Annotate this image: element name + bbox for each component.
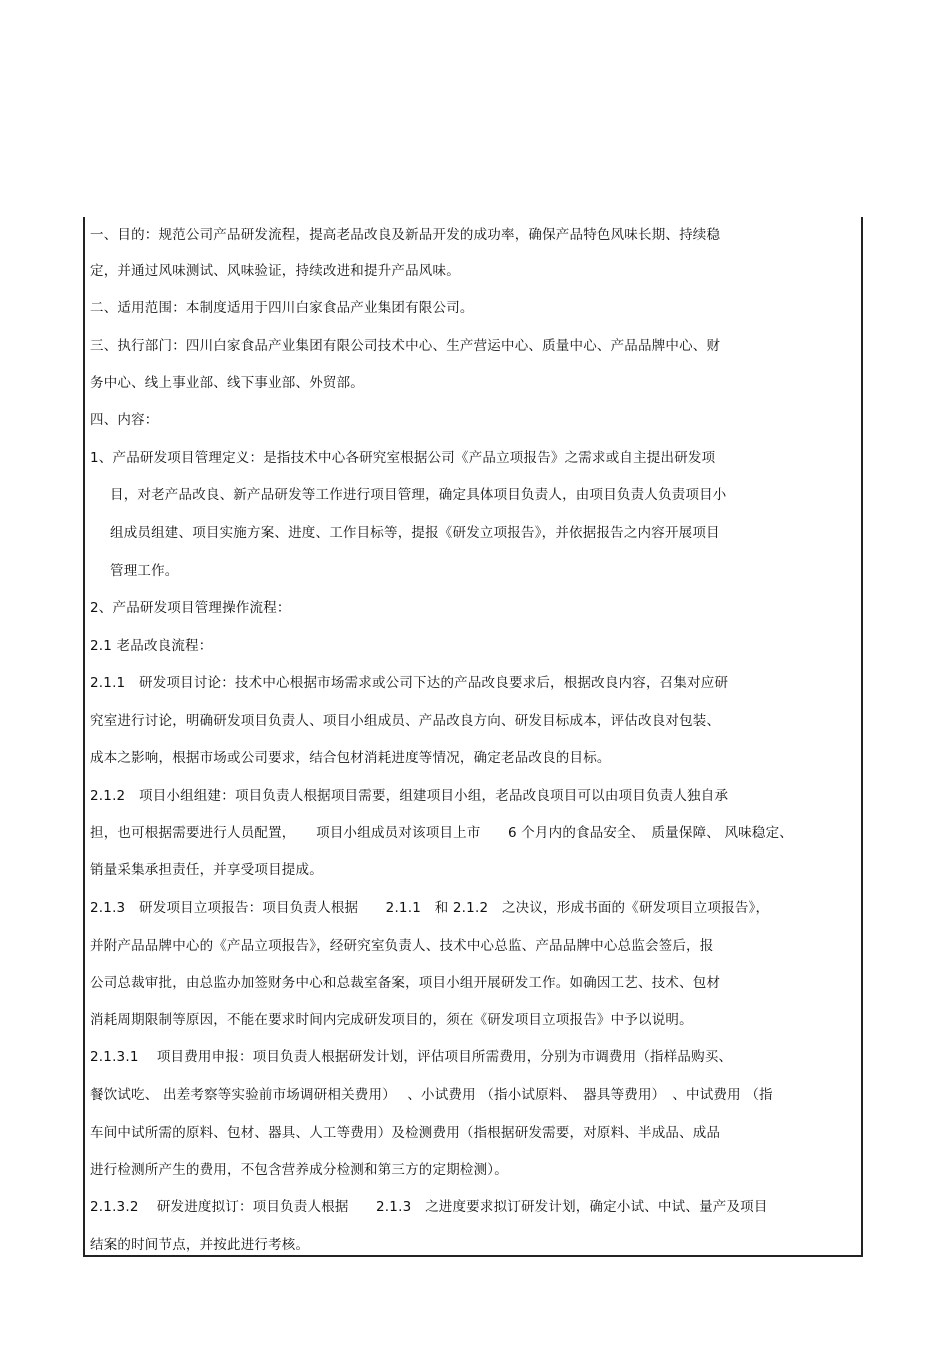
text-line: 2.1.2 项目小组组建：项目负责人根据项目需要，组建项目小组，老品改良项目可以由项目负责人独自承 — [90, 788, 729, 804]
text-line: 管理工作。 — [110, 563, 179, 579]
text-line: 2.1.3.2 研发进度拟订：项目负责人根据 2.1.3 之进度要求拟订研发计划，确定小试、中试、量产及项目 — [90, 1199, 768, 1215]
text-line: 务中心、线上事业部、线下事业部、外贸部。 — [90, 375, 364, 391]
text-line: 三、执行部门：四川白家食品产业集团有限公司技术中心、生产营运中心、质量中心、产品品牌中心、财 — [90, 338, 721, 354]
text-line: 车间中试所需的原料、包材、器具、人工等费用）及检测费用（指根据研发需要，对原料、半成品、成品 — [90, 1125, 721, 1141]
text-line: 四、内容： — [90, 412, 159, 428]
text-line: 2.1.1 研发项目讨论：技术中心根据市场需求或公司下达的产品改良要求后，根据改良内容，召集对应研 — [90, 675, 729, 691]
text-line: 一、目的：规范公司产品研发流程，提高老品改良及新品开发的成功率，确保产品特色风味长期、持续稳 — [90, 227, 721, 243]
text-line: 成本之影响，根据市场或公司要求，结合包材消耗进度等情况，确定老品改良的目标。 — [90, 750, 611, 766]
text-line: 究室进行讨论，明确研发项目负责人、项目小组成员、产品改良方向、研发目标成本，评估改良对包装、 — [90, 713, 721, 729]
text-line: 担，也可根据需要进行人员配置， 项目小组成员对该项目上市 6 个月内的食品安全、 质量保障、 风味稳定、 — [90, 825, 793, 841]
text-line: 2、产品研发项目管理操作流程： — [90, 600, 291, 616]
text-line: 进行检测所产生的费用，不包含营养成分检测和第三方的定期检测）。 — [90, 1162, 508, 1178]
text-line: 目，对老产品改良、新产品研发等工作进行项目管理，确定具体项目负责人，由项目负责人负责项目小 — [110, 487, 727, 503]
text-line: 1、产品研发项目管理定义：是指技术中心各研究室根据公司《产品立项报告》之需求或自主提出研发项 — [90, 450, 716, 466]
text-line: 二、适用范围：本制度适用于四川白家食品产业集团有限公司。 — [90, 300, 474, 316]
text-line: 定，并通过风味测试、风味验证，持续改进和提升产品风味。 — [90, 263, 460, 279]
text-line: 餐饮试吃、 出差考察等实验前市场调研相关费用） 、小试费用 （指小试原料、 器具等费用） 、中试费用 （指 — [90, 1087, 773, 1103]
text-line: 2.1 老品改良流程： — [90, 638, 213, 654]
text-line: 组成员组建、项目实施方案、进度、工作目标等，提报《研发立项报告》，并依据报告之内容开展项目 — [110, 525, 720, 541]
text-line: 2.1.3.1 项目费用申报：项目负责人根据研发计划，评估项目所需费用，分别为市调费用（指样品购买、 — [90, 1049, 733, 1065]
text-line: 消耗周期限制等原因，不能在要求时间内完成研发项目的，须在《研发项目立项报告》中予以说明。 — [90, 1012, 693, 1028]
text-line: 公司总裁审批，由总监办加签财务中心和总裁室备案，项目小组开展研发工作。如确因工艺、技术、包材 — [90, 975, 721, 991]
text-line: 销量采集承担责任，并享受项目提成。 — [90, 862, 323, 878]
text-line: 2.1.3 研发项目立项报告：项目负责人根据 2.1.1 和 2.1.2 之决议，形成书面的《研发项目立项报告》， — [90, 900, 770, 916]
text-line: 并附产品品牌中心的《产品立项报告》，经研究室负责人、技术中心总监、产品品牌中心总监会签后，报 — [90, 938, 714, 954]
text-line: 结案的时间节点，并按此进行考核。 — [90, 1237, 310, 1253]
